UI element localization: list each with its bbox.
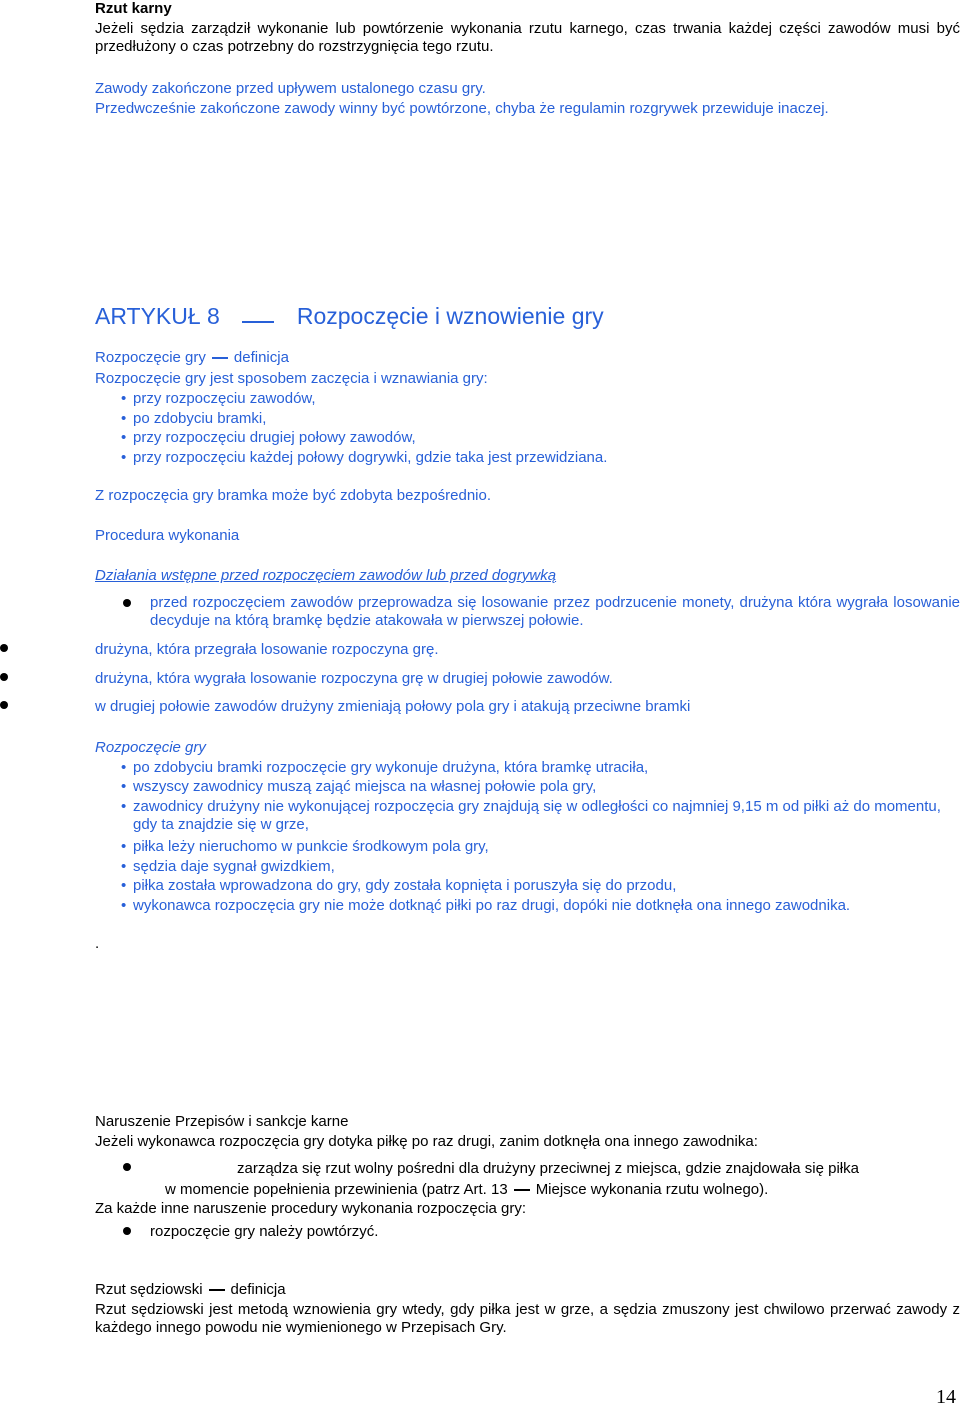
naruszenie-item1-pre: w momencie popełnienia przewinienia (patrz Art. 13 (165, 1181, 508, 1198)
definicja-heading-dash (212, 357, 228, 359)
rzut-sedziowski-heading (95, 1281, 960, 1299)
naruszenie-intro: Jeżeli wykonawca rozpoczęcia gry dotyka piłkę po raz drugi, zanim dotknęła ona innego zawodnika: (95, 1133, 758, 1150)
definicja-item: • po zdobyciu bramki, (133, 410, 266, 428)
zawody-zakonczone-text: Przedwcześnie zakończone zawody winny być powtórzone, chyba że regulamin rozgrywek przewiduje inaczej. (95, 100, 829, 117)
definicja-item: • przy rozpoczęciu zawodów, (133, 390, 316, 408)
bullet-icon (123, 599, 131, 607)
procedura-item: w drugiej połowie zawodów drużyny zmieniają połowy pola gry i atakują przeciwne bramki (95, 698, 691, 715)
rozpoczecie-item: • po zdobyciu bramki rozpoczęcie gry wykonuje drużyna, która bramkę utraciła, (133, 759, 648, 777)
definicja-item: • przy rozpoczęciu każdej połowy dogrywki, gdzie taka jest przewidziana. (133, 449, 607, 467)
definicja-heading-post: definicja (233, 349, 289, 366)
naruszenie-item2: rozpoczęcie gry należy powtórzyć. (150, 1223, 379, 1240)
rozpoczecie-item: • sędzia daje sygnał gwizdkiem, (133, 858, 335, 876)
rozpoczecie-item: • zawodnicy drużyny nie wykonującej rozpoczęcia gry znajdują się w odległości co najmniej 9,15 m od piłki aż do momentu, gdy ta znajdzie się w grze, (133, 798, 960, 834)
definicja-item: • przy rozpoczęciu drugiej połowy zawodów, (133, 429, 416, 447)
article-title: Rozpoczęcie i wznowienie gry (296, 303, 604, 329)
bullet-icon (0, 701, 8, 709)
rozpoczecie-item: • piłka leży nieruchomo w punkcie środkowym pola gry, (133, 838, 489, 856)
bullet-icon (0, 644, 8, 652)
rozpoczecie-item: • wykonawca rozpoczęcia gry nie może dotknąć piłki po raz drugi, dopóki nie dotknęła ona innego zawodnika. (133, 897, 850, 915)
rzut-sedziowski-heading-pre: Rzut sędziowski (95, 1281, 203, 1298)
definicja-heading-pre: Rozpoczęcie gry (95, 349, 206, 366)
rzut-sedziowski-text: Rzut sędziowski jest metodą wznowienia gry wtedy, gdy piłka jest w grze, a sędzia zmuszony jest chwilowo przerwać zawody z każdego innego powodu nie wymienionego w Przepisach Gry. (95, 1301, 960, 1336)
bullet-icon (123, 1163, 131, 1171)
naruszenie-intro2: Za każde inne naruszenie procedury wykonania rozpoczęcia gry: (95, 1200, 527, 1217)
rozpoczecie-item: • wszyscy zawodnicy muszą zająć miejsca na własnej połowie pola gry, (133, 778, 596, 796)
rzut-karny-title: Rzut karny (95, 0, 172, 17)
bullet-icon (0, 673, 8, 681)
definicja-intro: Rozpoczęcie gry jest sposobem zaczęcia i wznawiania gry: (95, 370, 488, 387)
naruszenie-item1-line1: zarządza się rzut wolny pośredni dla drużyny przeciwnej z miejsca, gdzie znajdowała się piłka (237, 1160, 859, 1177)
article-dash (242, 321, 274, 323)
rozpoczecie-heading: Rozpoczęcie gry (95, 739, 206, 756)
definicja-heading (95, 349, 960, 367)
naruszenie-dash (514, 1189, 530, 1191)
rozpoczecie-item: • piłka została wprowadzona do gry, gdy została kopnięta i poruszyła się do przodu, (133, 877, 676, 895)
rzut-karny-text: Jeżeli sędzia zarządził wykonanie lub powtórzenie wykonania rzutu karnego, czas trwania każdej części zawodów musi być przedłużony o czas potrzebny do rozstrzygnięcia tego rzutu. (95, 20, 960, 55)
article-heading (95, 302, 604, 330)
stray-dot: . (95, 935, 100, 952)
naruszenie-item1-line2 (165, 1181, 768, 1199)
rzut-sedziowski-dash (209, 1289, 225, 1291)
procedura-subheading: Działania wstępne przed rozpoczęciem zawodów lub przed dogrywką (95, 567, 557, 584)
article-number: ARTYKUŁ 8 (95, 303, 220, 329)
rzut-sedziowski-heading-post: definicja (230, 1281, 286, 1298)
procedura-item: drużyna, która przegrała losowanie rozpoczyna grę. (95, 641, 439, 658)
zawody-zakonczone-title: Zawody zakończone przed upływem ustalonego czasu gry. (95, 80, 486, 97)
definicja-note: Z rozpoczęcia gry bramka może być zdobyta bezpośrednio. (95, 487, 492, 504)
procedura-item: drużyna, która wygrała losowanie rozpoczyna grę w drugiej połowie zawodów. (95, 670, 613, 687)
naruszenie-heading: Naruszenie Przepisów i sankcje karne (95, 1113, 349, 1130)
naruszenie-item1-post: Miejsce wykonania rzutu wolnego). (535, 1181, 769, 1198)
procedura-item: przed rozpoczęciem zawodów przeprowadza się losowanie przez podrzucenie monety, drużyna która wygrała losowanie decyduje na którą bramkę będzie atakowała w pierwszej połowie. (150, 594, 960, 629)
bullet-icon (123, 1227, 131, 1235)
page-number: 14 (936, 1386, 956, 1408)
procedura-heading: Procedura wykonania (95, 527, 240, 544)
